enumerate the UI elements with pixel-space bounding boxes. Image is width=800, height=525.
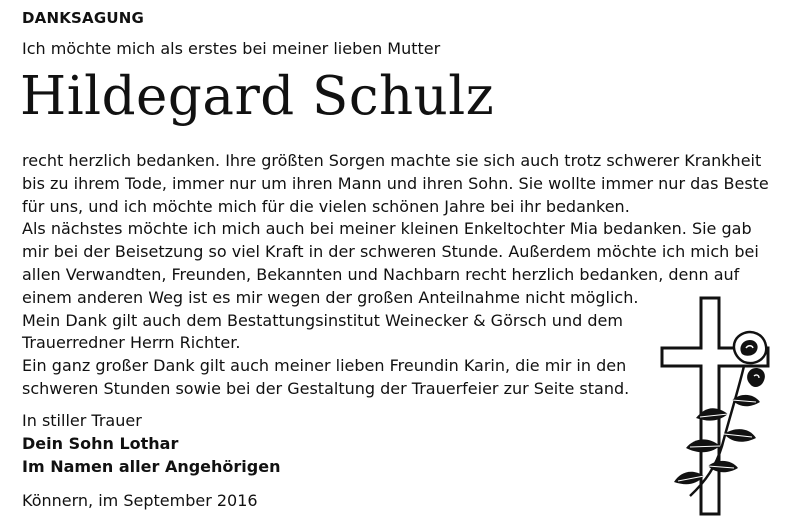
- family-line: Im Namen aller Angehörigen: [22, 456, 281, 476]
- body-line: recht herzlich bedanken. Ihre größten Sorgen machte sie sich auch trotz schwerer Krankheit: [22, 151, 762, 170]
- body-line: mir bei der Beisetzung so viel Kraft in der schweren Stunde. Außerdem möchte ich mich bei: [22, 242, 759, 262]
- body-line: allen Verwandten, Freunden, Bekannten und Nachbarn recht herzlich bedanken, denn auf: [22, 264, 740, 284]
- signer-name: Dein Sohn Lothar: [22, 433, 179, 453]
- body-line: Mein Dank gilt auch dem Bestattungsinstitut Weinecker & Görsch und dem: [22, 310, 623, 330]
- body-line: schweren Stunden sowie bei der Gestaltung der Trauerfeier zur Seite stand.: [22, 378, 630, 398]
- body-line: für uns, und ich möchte mich für die vielen schönen Jahre bei ihr bedanken.: [22, 196, 630, 216]
- body-line: Ein ganz großer Dank gilt auch meiner lieben Freundin Karin, die mir in den: [22, 356, 627, 376]
- place-date: Könnern, im September 2016: [22, 491, 258, 510]
- body-line: bis zu ihrem Tode, immer nur um ihren Mann und ihren Sohn. Sie wollte immer nur das Beste: [22, 173, 769, 193]
- deceased-name: Hildegard Schulz: [20, 66, 495, 127]
- intro-text: Ich möchte mich als erstes bei meiner lieben Mutter: [22, 39, 441, 58]
- closing-line: In stiller Trauer: [22, 411, 142, 430]
- notice-heading: DANKSAGUNG: [22, 9, 145, 27]
- signature-block: [22, 410, 280, 478]
- cross-with-rose-icon: [656, 296, 786, 518]
- body-line: Trauerredner Herrn Richter.: [22, 333, 241, 353]
- body-line: Als nächstes möchte ich mich auch bei meiner kleinen Enkeltochter Mia bedanken. Sie gab: [22, 219, 752, 239]
- body-line: einem anderen Weg ist es mir wegen der großen Anteilnahme nicht möglich.: [22, 287, 639, 307]
